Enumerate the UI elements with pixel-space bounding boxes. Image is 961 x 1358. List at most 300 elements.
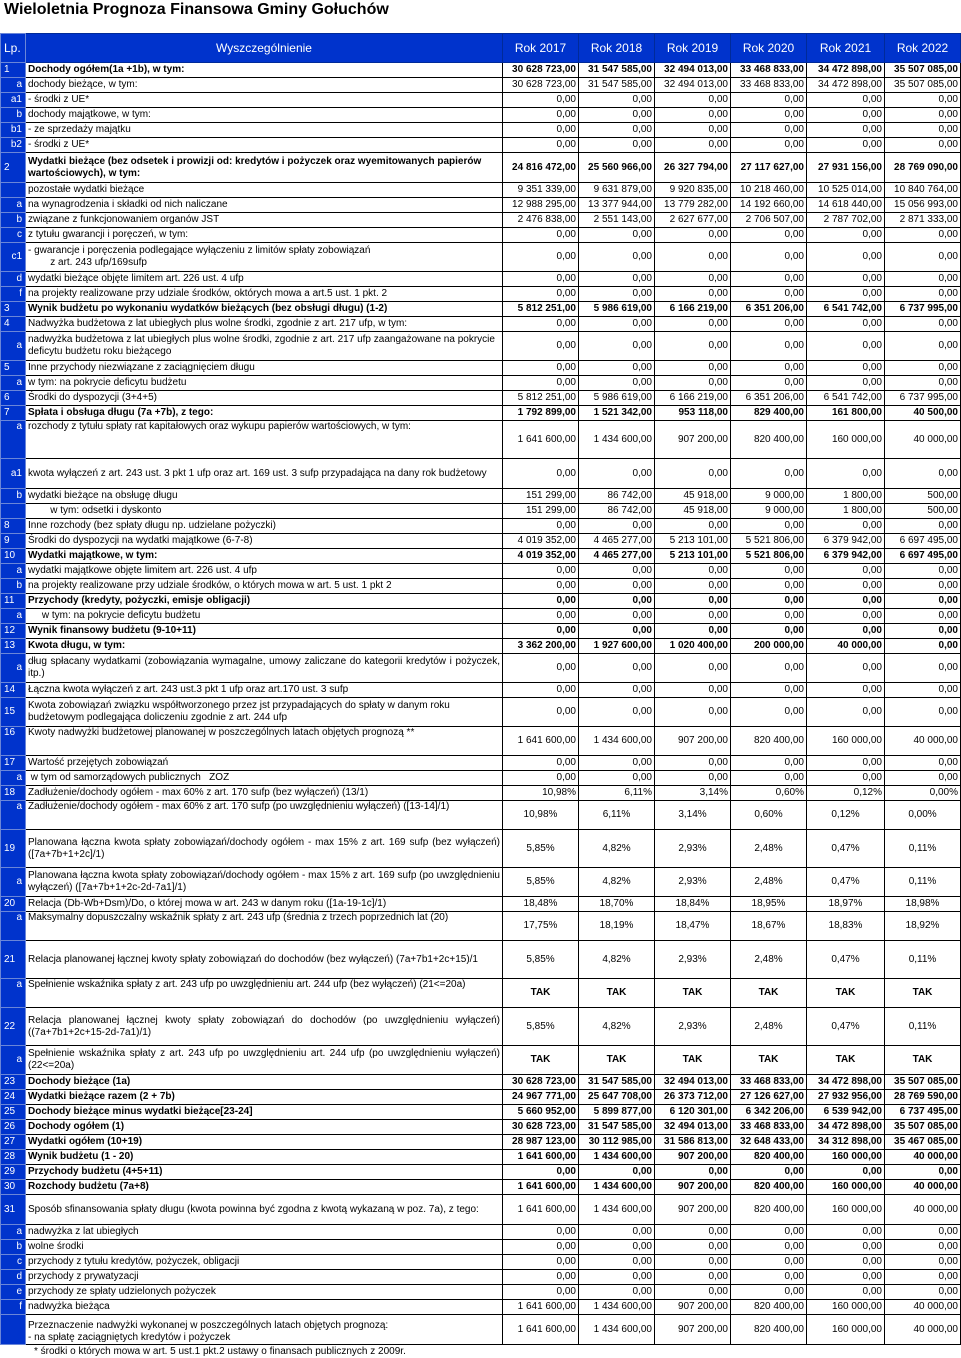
row-value-2017: 0,00: [503, 519, 579, 534]
table-row: [1, 727, 961, 756]
row-value-2018: 0,00: [579, 1225, 655, 1240]
row-value-2019: 0,00: [655, 228, 731, 243]
row-value-2021: 6 541 742,00: [807, 391, 885, 406]
table-row: [1, 243, 961, 272]
row-lp: 23: [1, 1075, 26, 1090]
row-value-2020: 0,00: [731, 93, 807, 108]
row-value-2022: 0,00%: [885, 786, 961, 801]
row-value-2018: 0,00: [579, 361, 655, 376]
row-description: Dochody bieżące minus wydatki bieżące[23-24]: [26, 1105, 503, 1120]
row-value-2019: 45 918,00: [655, 489, 731, 504]
row-value-2022: 0,00: [885, 609, 961, 624]
row-value-2021: 160 000,00: [807, 1150, 885, 1165]
row-value-2020: 2,48%: [731, 941, 807, 979]
row-lp: 30: [1, 1180, 26, 1195]
row-value-2020: 33 468 833,00: [731, 63, 807, 78]
row-value-2018: 25 647 708,00: [579, 1090, 655, 1105]
row-value-2021: 160 000,00: [807, 1300, 885, 1315]
row-description: Planowana łączna kwota spłaty zobowiązań/dochody ogółem - max 15% z art. 169 sufp (bez wyłączeń) ([7a+7b+1+2c]/1): [26, 830, 503, 868]
row-value-2022: 40 000,00: [885, 1180, 961, 1195]
row-lp: b: [1, 579, 26, 594]
row-value-2019: 6 166 219,00: [655, 391, 731, 406]
table-row: [1, 153, 961, 183]
row-value-2022: 35 507 085,00: [885, 63, 961, 78]
row-description: nadwyżka z lat ubiegłych: [26, 1225, 503, 1240]
row-value-2020: 33 468 833,00: [731, 78, 807, 93]
row-value-2022: 0,00: [885, 108, 961, 123]
row-value-2021: 0,00: [807, 1165, 885, 1180]
forecast-table: [0, 33, 961, 1345]
row-value-2019: 0,00: [655, 756, 731, 771]
row-value-2020: 0,00: [731, 332, 807, 361]
row-value-2022: 6 737 995,00: [885, 391, 961, 406]
row-value-2017: 0,00: [503, 564, 579, 579]
row-description: Środki do dyspozycji (3+4+5): [26, 391, 503, 406]
row-value-2018: 9 631 879,00: [579, 183, 655, 198]
row-value-2017: 0,00: [503, 1225, 579, 1240]
row-value-2022: 6 737 495,00: [885, 1105, 961, 1120]
row-value-2017: 0,00: [503, 1240, 579, 1255]
row-description: na projekty realizowane przy udziale środków, októrych mowa a art.5 ust. 1 pkt. 2: [26, 287, 503, 302]
row-value-2021: 0,00: [807, 108, 885, 123]
row-lp: 27: [1, 1135, 26, 1150]
row-value-2018: 0,00: [579, 564, 655, 579]
row-description: z tytułu gwarancji i poręczeń, w tym:: [26, 228, 503, 243]
row-value-2020: 0,00: [731, 1285, 807, 1300]
row-value-2022: 0,00: [885, 519, 961, 534]
table-row: [1, 1240, 961, 1255]
row-value-2020: 820 400,00: [731, 1300, 807, 1315]
row-value-2017: 1 641 600,00: [503, 1315, 579, 1345]
row-value-2021: 0,00: [807, 683, 885, 698]
row-value-2019: 0,00: [655, 138, 731, 153]
row-lp: a: [1, 1046, 26, 1075]
table-row: [1, 406, 961, 421]
row-value-2020: 0,00: [731, 683, 807, 698]
row-value-2021: 160 000,00: [807, 1180, 885, 1195]
row-value-2022: 0,00: [885, 317, 961, 332]
row-value-2020: 0,00: [731, 287, 807, 302]
row-value-2018: 1 434 600,00: [579, 1180, 655, 1195]
row-value-2019: 907 200,00: [655, 1315, 731, 1345]
row-value-2017: 0,00: [503, 332, 579, 361]
row-value-2020: 33 468 833,00: [731, 1075, 807, 1090]
row-value-2017: 1 792 899,00: [503, 406, 579, 421]
row-lp: 11: [1, 594, 26, 609]
row-value-2018: 0,00: [579, 609, 655, 624]
row-value-2017: 0,00: [503, 287, 579, 302]
row-value-2021: 160 000,00: [807, 421, 885, 459]
row-value-2017: 151 299,00: [503, 504, 579, 519]
row-value-2022: TAK: [885, 979, 961, 1008]
row-lp: a: [1, 979, 26, 1008]
row-value-2021: 0,00: [807, 138, 885, 153]
row-value-2019: 0,00: [655, 1240, 731, 1255]
row-value-2017: 3 362 200,00: [503, 639, 579, 654]
row-lp: 29: [1, 1165, 26, 1180]
row-lp: d: [1, 1270, 26, 1285]
row-value-2022: 0,00: [885, 683, 961, 698]
row-description: Nadwyżka budżetowa z lat ubiegłych plus wolne środki, zgodnie z art. 217 ufp, w tym:: [26, 317, 503, 332]
row-value-2018: 0,00: [579, 624, 655, 639]
row-description: rozchody z tytułu spłaty rat kapitałowych oraz wykupu papierów wartościowych, w tym:: [26, 421, 503, 459]
row-value-2019: 5 213 101,00: [655, 534, 731, 549]
row-value-2020: 0,00: [731, 123, 807, 138]
row-value-2019: 0,00: [655, 594, 731, 609]
row-lp: a: [1, 609, 26, 624]
row-value-2018: 1 434 600,00: [579, 1150, 655, 1165]
row-value-2017: 5 812 251,00: [503, 391, 579, 406]
row-value-2020: 27 126 627,00: [731, 1090, 807, 1105]
row-lp: 14: [1, 683, 26, 698]
row-value-2022: 6 697 495,00: [885, 549, 961, 564]
row-value-2019: 5 213 101,00: [655, 549, 731, 564]
row-value-2021: 160 000,00: [807, 1195, 885, 1225]
row-value-2017: 1 641 600,00: [503, 421, 579, 459]
row-lp: 15: [1, 698, 26, 727]
row-value-2018: 1 434 600,00: [579, 1315, 655, 1345]
row-value-2017: 30 628 723,00: [503, 1120, 579, 1135]
row-value-2020: 820 400,00: [731, 1195, 807, 1225]
row-value-2022: 0,00: [885, 228, 961, 243]
row-value-2018: 0,00: [579, 1255, 655, 1270]
row-value-2020: 6 351 206,00: [731, 302, 807, 317]
row-value-2020: 18,67%: [731, 912, 807, 941]
row-value-2021: 34 472 898,00: [807, 1120, 885, 1135]
row-description: w tym: odsetki i dyskonto: [26, 504, 503, 519]
row-value-2018: 0,00: [579, 459, 655, 489]
row-value-2022: 15 056 993,00: [885, 198, 961, 213]
row-value-2019: 907 200,00: [655, 1180, 731, 1195]
row-lp: 21: [1, 941, 26, 979]
row-description: wydatki bieżące na obsługę długu: [26, 489, 503, 504]
row-value-2022: 0,00: [885, 1165, 961, 1180]
table-row: [1, 93, 961, 108]
table-row: [1, 198, 961, 213]
row-value-2020: 0,00: [731, 272, 807, 287]
row-description: dochody bieżące, w tym:: [26, 78, 503, 93]
row-description: Spłata i obsługa długu (7a +7b), z tego:: [26, 406, 503, 421]
row-description: na wynagrodzenia i składki od nich naliczane: [26, 198, 503, 213]
row-value-2018: 31 547 585,00: [579, 1075, 655, 1090]
row-value-2017: 1 641 600,00: [503, 727, 579, 756]
row-value-2019: 0,00: [655, 93, 731, 108]
row-value-2017: 5 660 952,00: [503, 1105, 579, 1120]
row-value-2018: 0,00: [579, 1165, 655, 1180]
row-value-2020: 0,00: [731, 228, 807, 243]
row-value-2019: 2 627 677,00: [655, 213, 731, 228]
table-row: [1, 1008, 961, 1046]
row-value-2017: 0,00: [503, 756, 579, 771]
row-value-2022: 0,00%: [885, 801, 961, 830]
row-lp: a: [1, 421, 26, 459]
row-value-2018: 1 927 600,00: [579, 639, 655, 654]
row-value-2018: 6,11%: [579, 786, 655, 801]
row-value-2021: 0,00: [807, 771, 885, 786]
header-year-2020: Rok 2020: [731, 34, 807, 63]
row-value-2020: 6 342 206,00: [731, 1105, 807, 1120]
row-value-2022: 0,00: [885, 1225, 961, 1240]
row-description: Przeznaczenie nadwyżki wykonanej w poszczególnych latach objętych prognozą: - na spłatę zaciągniętych kredytów i pożyczek: [26, 1315, 503, 1345]
row-value-2021: 34 312 898,00: [807, 1135, 885, 1150]
row-value-2021: 1 800,00: [807, 504, 885, 519]
row-value-2017: 17,75%: [503, 912, 579, 941]
row-value-2021: 6 541 742,00: [807, 302, 885, 317]
row-value-2017: 30 628 723,00: [503, 1075, 579, 1090]
row-lp: 18: [1, 786, 26, 801]
row-lp: b2: [1, 138, 26, 153]
table-row: [1, 1300, 961, 1315]
table-row: [1, 534, 961, 549]
row-value-2020: 0,00: [731, 756, 807, 771]
row-value-2019: 2,93%: [655, 830, 731, 868]
table-row: [1, 1285, 961, 1300]
row-value-2019: 907 200,00: [655, 1195, 731, 1225]
row-value-2021: 0,00: [807, 123, 885, 138]
row-description: dochody majątkowe, w tym:: [26, 108, 503, 123]
row-lp: 26: [1, 1120, 26, 1135]
table-row: [1, 549, 961, 564]
row-value-2017: 0,00: [503, 594, 579, 609]
row-lp: 9: [1, 534, 26, 549]
row-value-2018: 0,00: [579, 1285, 655, 1300]
table-row: [1, 912, 961, 941]
row-value-2018: 4,82%: [579, 1008, 655, 1046]
table-row: [1, 1105, 961, 1120]
table-row: [1, 1090, 961, 1105]
row-lp: a1: [1, 459, 26, 489]
row-description: nadwyżka bieżąca: [26, 1300, 503, 1315]
table-row: [1, 1046, 961, 1075]
row-value-2021: 0,00: [807, 317, 885, 332]
row-value-2022: 0,00: [885, 654, 961, 683]
row-description: Rozchody budżetu (7a+8): [26, 1180, 503, 1195]
row-value-2022: 0,00: [885, 579, 961, 594]
row-value-2020: 820 400,00: [731, 1150, 807, 1165]
row-value-2022: 18,92%: [885, 912, 961, 941]
row-value-2017: TAK: [503, 979, 579, 1008]
row-value-2019: 0,00: [655, 1255, 731, 1270]
table-row: [1, 1315, 961, 1345]
row-description: Wydatki bieżące razem (2 + 7b): [26, 1090, 503, 1105]
row-description: Środki do dyspozycji na wydatki majątkowe (6-7-8): [26, 534, 503, 549]
row-value-2020: 0,00: [731, 361, 807, 376]
row-value-2018: 4,82%: [579, 941, 655, 979]
table-row: [1, 228, 961, 243]
row-value-2021: 0,00: [807, 361, 885, 376]
row-value-2021: 0,00: [807, 756, 885, 771]
row-value-2018: 13 377 944,00: [579, 198, 655, 213]
row-value-2017: 30 628 723,00: [503, 63, 579, 78]
row-value-2022: 0,00: [885, 1255, 961, 1270]
row-lp: 24: [1, 1090, 26, 1105]
row-value-2019: 31 586 813,00: [655, 1135, 731, 1150]
row-value-2021: 34 472 898,00: [807, 63, 885, 78]
row-value-2020: 5 521 806,00: [731, 549, 807, 564]
row-value-2021: 34 472 898,00: [807, 78, 885, 93]
row-value-2018: 0,00: [579, 287, 655, 302]
row-description: Kwota zobowiązań związku współtworzonego przez jst przypadających do spłaty w danym roku budżetowym podlegająca doliczeniu zgodnie z art. 244 ufp: [26, 698, 503, 727]
row-value-2019: 0,00: [655, 123, 731, 138]
row-value-2017: 0,00: [503, 317, 579, 332]
table-row: [1, 830, 961, 868]
row-value-2022: 0,00: [885, 272, 961, 287]
row-value-2020: 33 468 833,00: [731, 1120, 807, 1135]
row-lp: b: [1, 108, 26, 123]
row-value-2019: 26 373 712,00: [655, 1090, 731, 1105]
row-value-2021: 34 472 898,00: [807, 1075, 885, 1090]
row-lp: b: [1, 1240, 26, 1255]
row-value-2022: 0,00: [885, 459, 961, 489]
row-value-2019: 907 200,00: [655, 727, 731, 756]
row-value-2019: 6 166 219,00: [655, 302, 731, 317]
table-row: [1, 272, 961, 287]
row-lp: 22: [1, 1008, 26, 1046]
row-value-2022: 2 871 333,00: [885, 213, 961, 228]
table-row: [1, 698, 961, 727]
row-value-2022: 0,00: [885, 376, 961, 391]
row-value-2020: 829 400,00: [731, 406, 807, 421]
row-value-2019: 9 920 835,00: [655, 183, 731, 198]
row-value-2020: 0,00: [731, 624, 807, 639]
row-lp: e: [1, 1285, 26, 1300]
row-value-2017: 151 299,00: [503, 489, 579, 504]
row-value-2017: 10,98%: [503, 801, 579, 830]
row-value-2021: 0,12%: [807, 786, 885, 801]
table-row: [1, 504, 961, 519]
row-description: Maksymalny dopuszczalny wskaźnik spłaty z art. 243 ufp (średnia z trzech poprzednich lat (20): [26, 912, 503, 941]
row-value-2021: 18,97%: [807, 897, 885, 912]
row-value-2017: 0,00: [503, 1270, 579, 1285]
row-value-2022: 0,00: [885, 639, 961, 654]
row-description: Relacja (Db-Wb+Dsm)/Do, o której mowa w art. 243 w danym roku ([1a-19-1c]/1): [26, 897, 503, 912]
row-value-2021: 0,47%: [807, 941, 885, 979]
row-lp: b: [1, 213, 26, 228]
row-lp: a: [1, 198, 26, 213]
row-value-2020: 0,00: [731, 1255, 807, 1270]
row-value-2022: 6 697 495,00: [885, 534, 961, 549]
row-value-2020: 10 218 460,00: [731, 183, 807, 198]
row-value-2019: 0,00: [655, 332, 731, 361]
row-value-2018: 0,00: [579, 332, 655, 361]
row-value-2018: TAK: [579, 1046, 655, 1075]
page-title: Wieloletnia Prognoza Finansowa Gminy Gołuchów: [4, 1, 389, 18]
row-value-2021: 0,00: [807, 564, 885, 579]
table-row: [1, 1195, 961, 1225]
row-value-2017: 0,00: [503, 1165, 579, 1180]
row-value-2020: 2 706 507,00: [731, 213, 807, 228]
row-value-2019: 0,00: [655, 108, 731, 123]
table-row: [1, 108, 961, 123]
row-description: Planowana łączna kwota spłaty zobowiązań/dochody ogółem - max 15% z art. 169 sufp (po uwzględnieniu wyłączeń) ([7a+7b+1+2c-2d-7a1]/1): [26, 868, 503, 897]
row-value-2018: 0,00: [579, 317, 655, 332]
row-value-2022: 35 507 085,00: [885, 1075, 961, 1090]
table-row: [1, 1135, 961, 1150]
row-description: wolne środki: [26, 1240, 503, 1255]
row-description: Kwota długu, w tym:: [26, 639, 503, 654]
row-value-2022: 35 467 085,00: [885, 1135, 961, 1150]
row-value-2018: 1 434 600,00: [579, 727, 655, 756]
row-lp: 13: [1, 639, 26, 654]
row-value-2019: 0,00: [655, 272, 731, 287]
row-value-2020: 0,00: [731, 564, 807, 579]
row-value-2017: 28 987 123,00: [503, 1135, 579, 1150]
row-lp: a: [1, 78, 26, 93]
row-value-2019: 0,00: [655, 1225, 731, 1240]
row-value-2018: 0,00: [579, 243, 655, 272]
table-row: [1, 979, 961, 1008]
row-lp: f: [1, 1300, 26, 1315]
header-year-2017: Rok 2017: [503, 34, 579, 63]
row-description: Spełnienie wskaźnika spłaty z art. 243 ufp po uwzględnieniu art. 244 ufp (bez wyłączeń) (21<=20a): [26, 979, 503, 1008]
row-value-2021: 0,12%: [807, 801, 885, 830]
row-value-2019: 907 200,00: [655, 421, 731, 459]
row-lp: a: [1, 801, 26, 830]
row-value-2017: 5,85%: [503, 1008, 579, 1046]
row-description: Kwoty nadwyżki budżetowej planowanej w poszczególnych latach objętych prognozą **: [26, 727, 503, 756]
row-value-2017: 0,00: [503, 138, 579, 153]
row-value-2020: 32 648 433,00: [731, 1135, 807, 1150]
row-lp: c: [1, 228, 26, 243]
row-value-2018: 4,82%: [579, 830, 655, 868]
row-lp: a: [1, 564, 26, 579]
row-value-2017: 0,00: [503, 361, 579, 376]
row-value-2019: 1 020 400,00: [655, 639, 731, 654]
table-row: [1, 1165, 961, 1180]
row-value-2019: TAK: [655, 979, 731, 1008]
table-row: [1, 624, 961, 639]
row-description: - ze sprzedaży majątku: [26, 123, 503, 138]
row-value-2020: 0,00: [731, 138, 807, 153]
row-value-2021: 14 618 440,00: [807, 198, 885, 213]
row-value-2019: 907 200,00: [655, 1300, 731, 1315]
row-value-2022: 35 507 085,00: [885, 78, 961, 93]
row-value-2017: 24 967 771,00: [503, 1090, 579, 1105]
row-description: Łączna kwota wyłączeń z art. 243 ust.3 pkt 1 ufp oraz art.170 ust. 3 sufp: [26, 683, 503, 698]
row-value-2019: 2,93%: [655, 941, 731, 979]
row-value-2017: 0,00: [503, 683, 579, 698]
row-value-2017: 0,00: [503, 1255, 579, 1270]
row-value-2017: 0,00: [503, 654, 579, 683]
row-value-2019: 0,00: [655, 287, 731, 302]
row-value-2021: 0,00: [807, 1270, 885, 1285]
row-value-2017: 4 019 352,00: [503, 549, 579, 564]
row-value-2017: 1 641 600,00: [503, 1150, 579, 1165]
row-value-2021: 0,00: [807, 654, 885, 683]
row-value-2019: 0,00: [655, 361, 731, 376]
row-lp: a: [1, 771, 26, 786]
row-value-2022: 40 000,00: [885, 1300, 961, 1315]
row-value-2020: 0,60%: [731, 786, 807, 801]
row-value-2020: 0,00: [731, 1165, 807, 1180]
row-value-2021: 0,00: [807, 287, 885, 302]
row-lp: 3: [1, 302, 26, 317]
row-value-2017: 0,00: [503, 123, 579, 138]
header-year-2019: Rok 2019: [655, 34, 731, 63]
row-lp: d: [1, 272, 26, 287]
row-description: Wydatki ogółem (10+19): [26, 1135, 503, 1150]
row-value-2018: 0,00: [579, 579, 655, 594]
header-lp: Lp.: [1, 34, 26, 63]
table-row: [1, 421, 961, 459]
row-value-2020: 820 400,00: [731, 1180, 807, 1195]
row-value-2020: 9 000,00: [731, 504, 807, 519]
row-value-2020: 0,00: [731, 1270, 807, 1285]
row-value-2021: 0,00: [807, 594, 885, 609]
row-value-2021: 0,00: [807, 624, 885, 639]
table-row: [1, 287, 961, 302]
row-value-2020: 0,00: [731, 108, 807, 123]
